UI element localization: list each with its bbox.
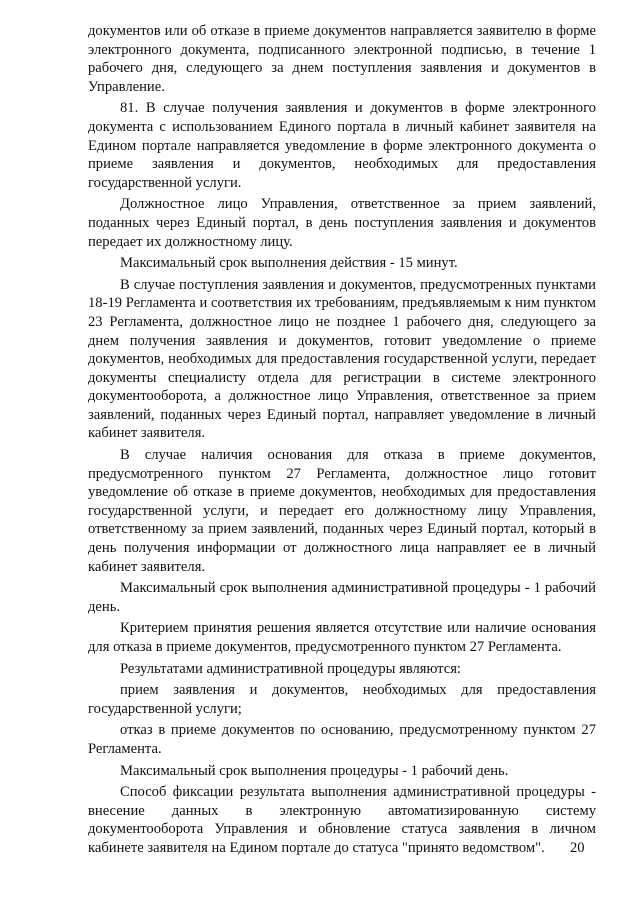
paragraph: Результатами административной процедуры являются: <box>120 660 461 677</box>
paragraph: Максимальный срок выполнения процедуры - 1 рабочий день. <box>120 762 509 779</box>
paragraph-continuation: документов или об отказе в приеме документов направляется заявителю в форме электронного документа, подписанного электронной подписью, в течение 1 рабочего дня, следующего за днем поступления заявления и документов в Управление. <box>88 23 596 95</box>
paragraph: прием заявления и документов, необходимых для предоставления государственной услуги; <box>88 682 596 717</box>
paragraph: отказ в приеме документов по основанию, предусмотренному пунктом 27 Регламента. <box>88 722 596 757</box>
paragraph: В случае наличия основания для отказа в приеме документов, предусмотренного пунктом 27 Регламента, должностное лицо готовит уведомление об отказе в приеме документов, необходимых для предоставления государственной услуги, и передает его должностному лицу Управления, ответственному за прием заявлений, поданных через Единый портал, который в день получения информации от должностного лица направляет ее в личный кабинет заявителя. <box>88 447 596 575</box>
paragraph: Критерием принятия решения является отсутствие или наличие основания для отказа в приеме документов, предусмотренного пунктом 27 Регламента. <box>88 620 596 655</box>
paragraph: Максимальный срок выполнения административной процедуры - 1 рабочий день. <box>88 580 596 615</box>
paragraph: В случае поступления заявления и документов, предусмотренных пунктами 18-19 Регламента и соответствия их требованиям, предъявляемым к ним пунктом 23 Регламента, должностное лицо не позднее 1 рабочего дня, следующего за днем получения заявления и документов, готовит уведомление о приеме документов, необходимых для предоставления государственной услуги, передает документы специалисту отдела для регистрации в системе электронного документооборота, а должностное лицо Управления, ответственное за прием заявлений, поданных через Единый портал, направляет уведомление в личный кабинет заявителя. <box>88 276 596 442</box>
paragraph: Максимальный срок выполнения действия - 15 минут. <box>120 255 458 272</box>
paragraph: Способ фиксации результата выполнения административной процедуры - внесение данных в электронную автоматизированную систему документооборота Управления и обновление статуса заявления в личном кабинете заявителя на Едином портале до статуса "принято ведомством". <box>88 784 596 856</box>
page-number: 20 <box>570 840 585 856</box>
paragraph-81: 81. В случае получения заявления и документов в форме электронного документа с использованием Единого портала в личный кабинет заявителя на Едином портале направляется уведомление в форме электронного документа о приеме заявления и документов, необходимых для предоставления государственной услуги. <box>88 100 596 191</box>
paragraph: Должностное лицо Управления, ответственное за прием заявлений, поданных через Единый портал, в день поступления заявления и документов передает их должностному лицу. <box>88 196 596 250</box>
document-body <box>88 22 596 861</box>
